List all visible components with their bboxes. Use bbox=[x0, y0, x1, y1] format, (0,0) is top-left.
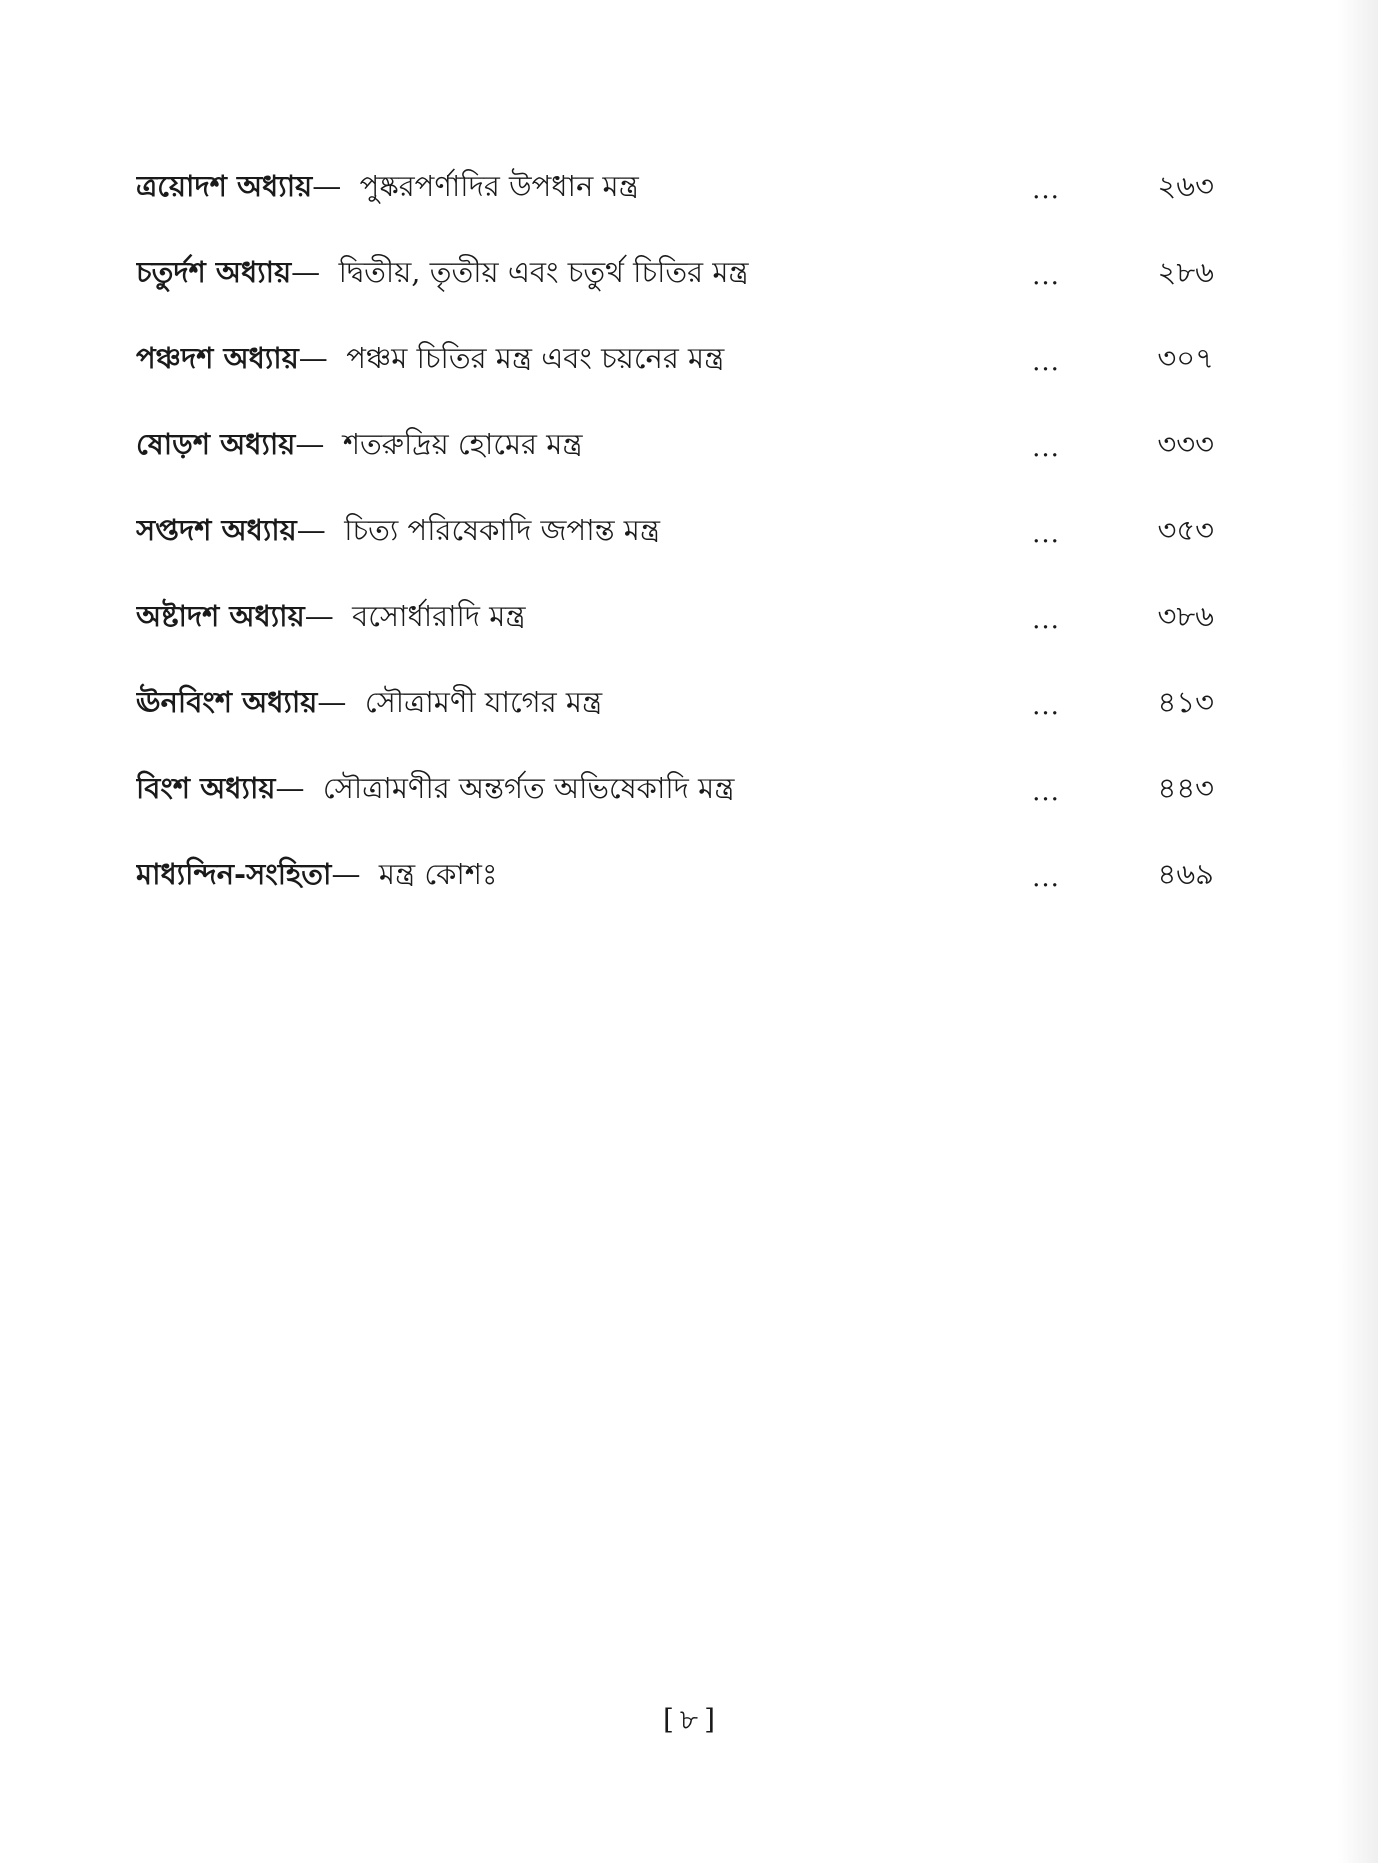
title-dash: — bbox=[331, 857, 361, 891]
chapter-subject: বসোর্ধারাদি মন্ত্র bbox=[352, 599, 526, 633]
toc-entry-title bbox=[136, 328, 1016, 388]
leader-dots: ... bbox=[1032, 175, 1060, 205]
title-dash: — bbox=[291, 255, 321, 289]
title-dash: — bbox=[317, 685, 347, 719]
toc-entry bbox=[0, 414, 1378, 474]
toc-entry bbox=[0, 242, 1378, 302]
chapter-subject: পঞ্চম চিতির মন্ত্র এবং চয়নের মন্ত্র bbox=[346, 341, 725, 375]
chapter-name: বিংশ অধ্যায় bbox=[136, 771, 276, 805]
leader-dots: ... bbox=[1032, 605, 1060, 635]
leader-dots: ... bbox=[1032, 519, 1060, 549]
chapter-name: চতুর্দশ অধ্যায় bbox=[136, 255, 292, 289]
title-dash: — bbox=[295, 427, 325, 461]
chapter-subject: চিত্য পরিষেকাদি জপান্ত মন্ত্র bbox=[344, 513, 661, 547]
toc-entry-title bbox=[136, 586, 1016, 646]
toc-entry-title bbox=[136, 758, 1016, 818]
folio-number: ৮ bbox=[679, 1703, 699, 1736]
toc-entry-title bbox=[136, 156, 1016, 216]
toc-entry bbox=[0, 844, 1378, 904]
chapter-name: অষ্টাদশ অধ্যায় bbox=[136, 599, 305, 633]
toc-entry-title bbox=[136, 414, 1016, 474]
leader-dots: ... bbox=[1032, 691, 1060, 721]
page-number: ৩৮৬ bbox=[1157, 599, 1214, 633]
toc-entry-title bbox=[136, 672, 1016, 732]
chapter-subject: দ্বিতীয়, তৃতীয় এবং চতুর্থ চিতির মন্ত্র bbox=[338, 255, 749, 289]
page-number: ২৮৬ bbox=[1157, 255, 1214, 289]
leader-dots: ... bbox=[1032, 433, 1060, 463]
leader-dots: ... bbox=[1032, 261, 1060, 291]
chapter-subject: সৌত্রামণীর অন্তর্গত অভিষেকাদি মন্ত্র bbox=[322, 771, 735, 805]
title-dash: — bbox=[275, 771, 305, 805]
toc-entry bbox=[0, 672, 1378, 732]
chapter-subject: শতরুদ্রিয় হোমের মন্ত্র bbox=[342, 427, 583, 461]
toc-entry bbox=[0, 586, 1378, 646]
leader-dots: ... bbox=[1032, 863, 1060, 893]
chapter-subject: মন্ত্র কোশঃ bbox=[378, 857, 498, 891]
toc-entry-title bbox=[136, 500, 1016, 560]
chapter-name: পঞ্চদশ অধ্যায় bbox=[136, 341, 299, 375]
toc-entry bbox=[0, 328, 1378, 388]
folio-close-bracket: ] bbox=[704, 1703, 716, 1736]
chapter-name: মাধ্যন্দিন-সংহিতা bbox=[136, 857, 332, 891]
toc-entry-title bbox=[136, 844, 1016, 904]
chapter-name: ষোড়শ অধ্যায় bbox=[136, 427, 296, 461]
page-number: ৩৩৩ bbox=[1157, 427, 1214, 461]
page-number: ৩৫৩ bbox=[1157, 513, 1214, 547]
title-dash: — bbox=[312, 169, 342, 203]
page-folio bbox=[589, 1695, 789, 1745]
chapter-name: সপ্তদশ অধ্যায় bbox=[136, 513, 297, 547]
toc-entry bbox=[0, 758, 1378, 818]
page-number: ৪১৩ bbox=[1157, 685, 1214, 719]
title-dash: — bbox=[296, 513, 326, 547]
leader-dots: ... bbox=[1032, 777, 1060, 807]
toc-entry bbox=[0, 500, 1378, 560]
chapter-subject: পুষ্করপর্ণাদির উপধান মন্ত্র bbox=[359, 169, 639, 203]
chapter-name: ত্রয়োদশ অধ্যায় bbox=[136, 169, 313, 203]
title-dash: — bbox=[304, 599, 334, 633]
leader-dots: ... bbox=[1032, 347, 1060, 377]
folio-open-bracket: [ bbox=[662, 1703, 674, 1736]
chapter-name: ঊনবিংশ অধ্যায় bbox=[136, 685, 318, 719]
page-number: ৩০৭ bbox=[1157, 341, 1214, 375]
page-number: ৪৪৩ bbox=[1157, 771, 1214, 805]
page-number: ৪৬৯ bbox=[1157, 857, 1214, 891]
chapter-subject: সৌত্রামণী যাগের মন্ত্র bbox=[364, 685, 603, 719]
title-dash: — bbox=[298, 341, 328, 375]
toc-entry bbox=[0, 156, 1378, 216]
toc-entry-title bbox=[136, 242, 1016, 302]
page-number: ২৬৩ bbox=[1157, 169, 1214, 203]
